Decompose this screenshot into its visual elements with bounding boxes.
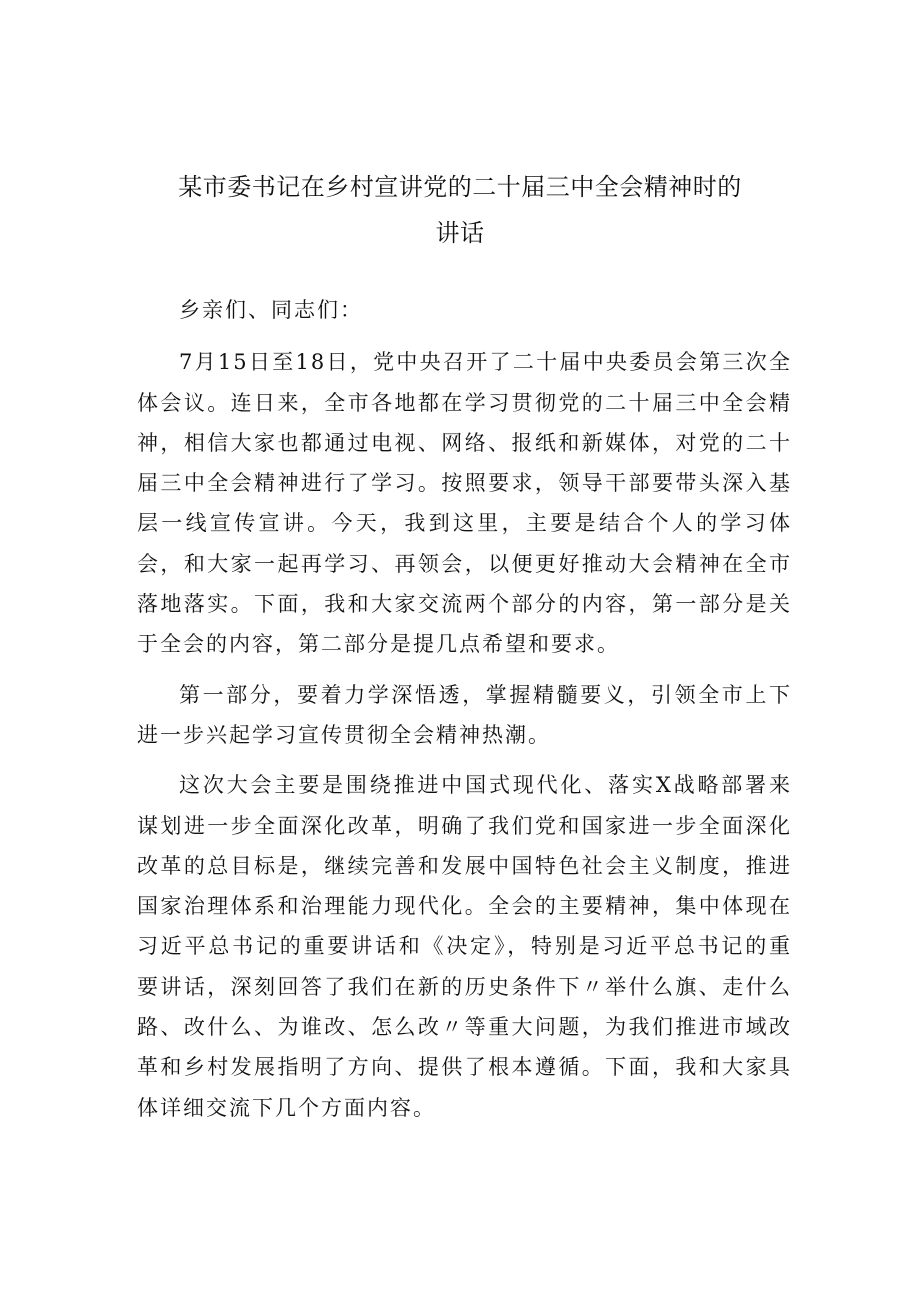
salutation: 乡亲们、同志们： xyxy=(179,298,363,322)
title-line-2: 讲话 xyxy=(435,219,485,247)
paragraph-part-one-heading: 第一部分，要着力学深悟透，掌握精髓要义，引领全市上下进一步兴起学习宣传贯彻全会精神热潮。 xyxy=(137,682,792,747)
paragraph-opening: 7月15日至18日，党中央召开了二十届中央委员会第三次全体会议。连日来，全市各地都在学习贯彻党的二十届三中全会精神，相信大家也都通过电视、网络、报纸和新媒体，对党的二十届三中全会精神进行了学习。按照要求，领导干部要带头深入基层一线宣传宣讲。今天，我到这里，主要是结合个人的学习体会，和大家一起再学习、再领会，以便更好推动大会精神在全市落地落实。下面，我和大家交流两个部分的内容，第一部分是关于全会的内容，第二部分是提几点希望和要求。 xyxy=(137,350,792,657)
document-title xyxy=(130,164,790,256)
document-body xyxy=(137,290,792,1128)
title-line-1: 某市委书记在乡村宣讲党的二十届三中全会精神时的 xyxy=(178,173,742,201)
paragraph-plenum-content: 这次大会主要是围绕推进中国式现代化、落实X战略部署来谋划进一步全面深化改革，明确了我们党和国家进一步全面深化改革的总目标是，继续完善和发展中国特色社会主义制度，推进国家治理体系和治理能力现代化。全会的主要精神，集中体现在习近平总书记的重要讲话和《决定》，特别是习近平总书记的重要讲话，深刻回答了我们在新的历史条件下〃举什么旗、走什么路、改什么、为谁改、怎么改〃等重大问题，为我们推进市域改革和乡村发展指明了方向、提供了根本遵循。下面，我和大家具体详细交流下几个方面内容。 xyxy=(137,773,792,1120)
